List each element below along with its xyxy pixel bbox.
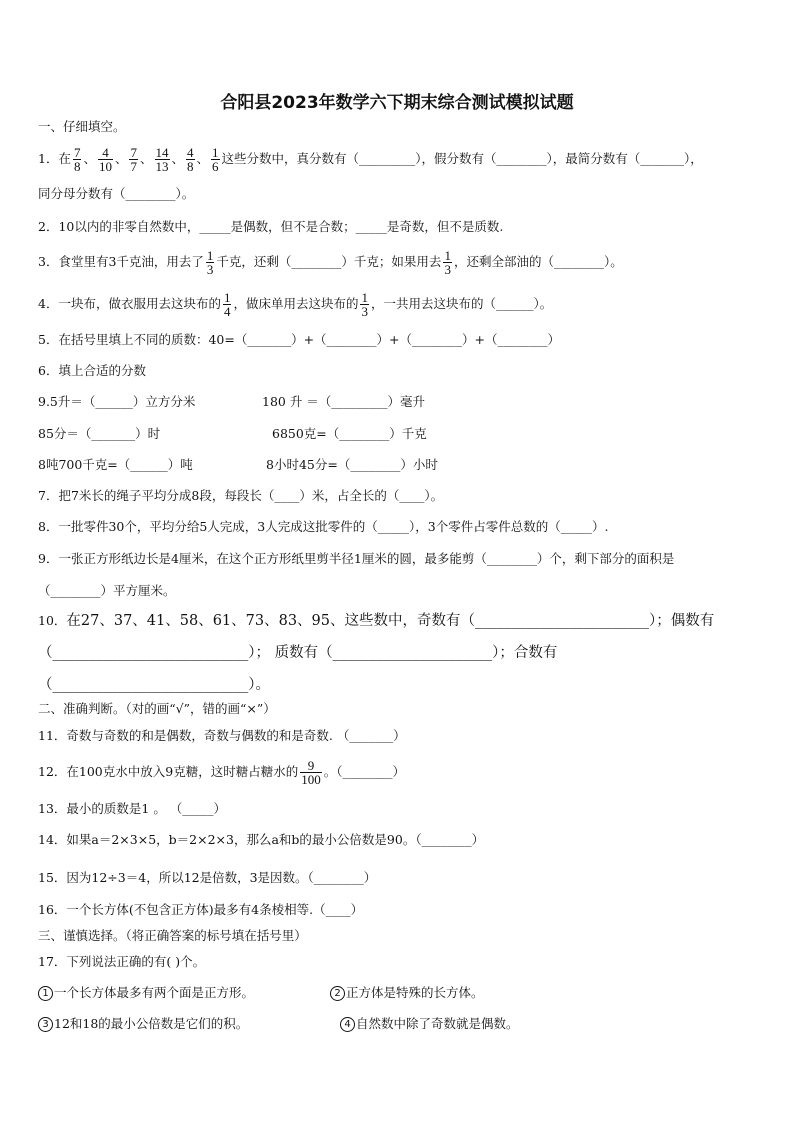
- fraction-denominator: 7: [130, 159, 137, 174]
- fraction-denominator: 8: [73, 159, 81, 174]
- option-text: 一个长方体最多有两个面是正方形。: [54, 985, 255, 1000]
- question-13: 13．最小的质数是1 。 （_____）: [38, 801, 227, 816]
- q17-option-1: [38, 982, 254, 1004]
- q1-fraction: [211, 146, 220, 173]
- q17-option-4: [340, 1013, 519, 1035]
- question-6-title: 6．填上合适的分数: [38, 363, 146, 378]
- fraction-numerator: 1: [206, 248, 214, 263]
- question-9-line-2: （________）平方厘米。: [38, 583, 176, 598]
- q3-fraction-2: [443, 249, 452, 276]
- fraction-numerator: 7: [130, 145, 137, 160]
- q3-text-a: 3．食堂里有3千克油，用去了: [38, 254, 204, 269]
- q4-fraction-2: [360, 291, 369, 318]
- fraction-numerator: 1: [212, 145, 219, 160]
- fraction-numerator: 9: [307, 758, 315, 773]
- q1-text: 这些分数中，真分数有（_________），假分数有（________），最简分数有（_______），: [221, 151, 703, 166]
- fraction-denominator: 3: [444, 262, 451, 277]
- question-10-line-1: [38, 610, 714, 632]
- question-6-row-2-right: 6850克=（________）千克: [272, 426, 427, 441]
- q1-fraction-list: [71, 145, 222, 174]
- circled-number-1: 1: [38, 986, 53, 1001]
- page-title: 合阳县2023年数学六下期末综合测试模拟试题: [220, 93, 574, 113]
- fraction-denominator: 8: [187, 159, 194, 174]
- fraction-numerator: 1: [223, 290, 231, 305]
- q1-fraction: [73, 146, 82, 173]
- question-11: 11．奇数与奇数的和是偶数，奇数与偶数的和是奇数. （_______）: [38, 728, 406, 743]
- fraction-numerator: 14: [155, 145, 169, 160]
- q1-fraction: [155, 146, 170, 173]
- q12-text-a: 12．在100克水中放入9克糖，这时糖占糖水的: [38, 764, 299, 779]
- q3-text-c: ，还剩全部油的（________）。: [453, 254, 623, 269]
- fraction-denominator: 10: [98, 159, 112, 174]
- question-1-line-2: 同分母分数有（________）。: [38, 186, 195, 201]
- q10-text: 在27、37、41、58、61、73、83、95、这些数中，奇数有（________________________）；偶数有: [66, 613, 715, 629]
- question-9-line-1: 9．一张正方形纸边长是4厘米，在这个正方形纸里剪半径1厘米的圆，最多能剪（________）个，剩下部分的面积是: [38, 551, 675, 566]
- question-2: 2．10以内的非零自然数中，_____是偶数，但不是合数；_____是奇数，但不是质数.: [38, 219, 504, 234]
- question-6-row-3-right: 8小时45分=（________）小时: [266, 457, 438, 472]
- option-text: 正方体是特殊的长方体。: [346, 985, 484, 1000]
- q17-option-2: [330, 982, 484, 1004]
- option-text: 自然数中除了奇数就是偶数。: [356, 1016, 519, 1031]
- q4-text-c: ，一共用去这块布的（______）。: [370, 296, 553, 311]
- question-10-line-3: （___________________________）。: [38, 677, 270, 693]
- fraction-numerator: 4: [187, 145, 194, 160]
- q1-prefix: 1．在: [38, 151, 71, 166]
- question-6-row-2-left: 85分＝（_______）时: [38, 426, 161, 441]
- q1-fraction: [186, 146, 195, 173]
- fraction-separator: 、: [139, 151, 153, 166]
- q12-fraction: [300, 759, 322, 786]
- fraction-separator: 、: [196, 151, 210, 166]
- q3-fraction-1: [206, 249, 215, 276]
- circled-number-3: 3: [38, 1017, 53, 1032]
- fraction-denominator: 3: [361, 304, 368, 319]
- question-12: [38, 755, 405, 789]
- section-heading-1: 一、仔细填空。: [38, 119, 126, 134]
- question-3: [38, 247, 623, 277]
- fraction-separator: 、: [83, 151, 96, 166]
- fraction-numerator: 7: [73, 145, 81, 160]
- q1-fraction: [129, 146, 138, 173]
- option-text: 12和18的最小公倍数是它们的积。: [54, 1016, 249, 1031]
- question-16: 16．一个长方体(不包含正方体)最多有4条棱相等.（____）: [38, 902, 364, 917]
- fraction-separator: 、: [114, 151, 128, 166]
- question-8: 8．一批零件30个，平均分给5人完成，3人完成这批零件的（_____），3个零件占零件总数的（_____）.: [38, 519, 609, 534]
- fraction-denominator: 6: [212, 159, 219, 174]
- fraction-numerator: 1: [361, 290, 368, 305]
- circled-number-2: 2: [330, 986, 345, 1001]
- question-6-row-1-right: 180 升 ＝（_________）毫升: [262, 394, 426, 409]
- question-6-row-3-left: 8吨700千克=（______）吨: [38, 457, 193, 472]
- q10-number: 10．: [38, 613, 67, 628]
- question-7: 7．把7米长的绳子平均分成8段，每段长（____）米，占全长的（____）。: [38, 488, 444, 503]
- fraction-separator: 、: [171, 151, 185, 166]
- q3-text-b: 千克，还剩（________）千克；如果用去: [216, 254, 442, 269]
- fraction-denominator: 100: [301, 772, 321, 787]
- fraction-numerator: 1: [444, 248, 451, 263]
- fraction-numerator: 4: [102, 145, 109, 160]
- question-1: [38, 144, 703, 174]
- section-heading-3: 三、谨慎选择。（将正确答案的标号填在括号里）: [38, 928, 307, 943]
- question-6-row-1-left: 9.5升＝（______）立方分米: [38, 394, 196, 409]
- question-17-stem: 17．下列说法正确的有( )个。: [38, 954, 206, 969]
- q4-text-b: ，做床单用去这块布的: [233, 296, 359, 311]
- q1-fraction: [98, 146, 113, 173]
- circled-number-4: 4: [340, 1017, 355, 1032]
- question-10-line-2: （___________________________）； 质数有（______________________）；合数有: [38, 645, 558, 661]
- section-heading-2: 二、准确判断。（对的画“√”，错的画“×”）: [38, 701, 276, 716]
- q4-fraction-1: [223, 291, 232, 318]
- fraction-denominator: 13: [155, 159, 169, 174]
- fraction-denominator: 3: [206, 262, 214, 277]
- q12-text-b: 。（________）: [323, 764, 405, 779]
- question-14: 14．如果a＝2×3×5，b＝2×2×3，那么a和b的最小公倍数是90。（________）: [38, 832, 485, 847]
- fraction-denominator: 4: [223, 304, 231, 319]
- q4-text-a: 4．一块布，做衣服用去这块布的: [38, 296, 221, 311]
- q17-option-3: [38, 1013, 248, 1035]
- question-15: 15．因为12÷3＝4，所以12是倍数，3是因数。（________）: [38, 870, 377, 885]
- question-4: [38, 289, 552, 319]
- question-5: 5．在括号里填上不同的质数：40=（_______）+（________）+（________）+（________）: [38, 332, 561, 347]
